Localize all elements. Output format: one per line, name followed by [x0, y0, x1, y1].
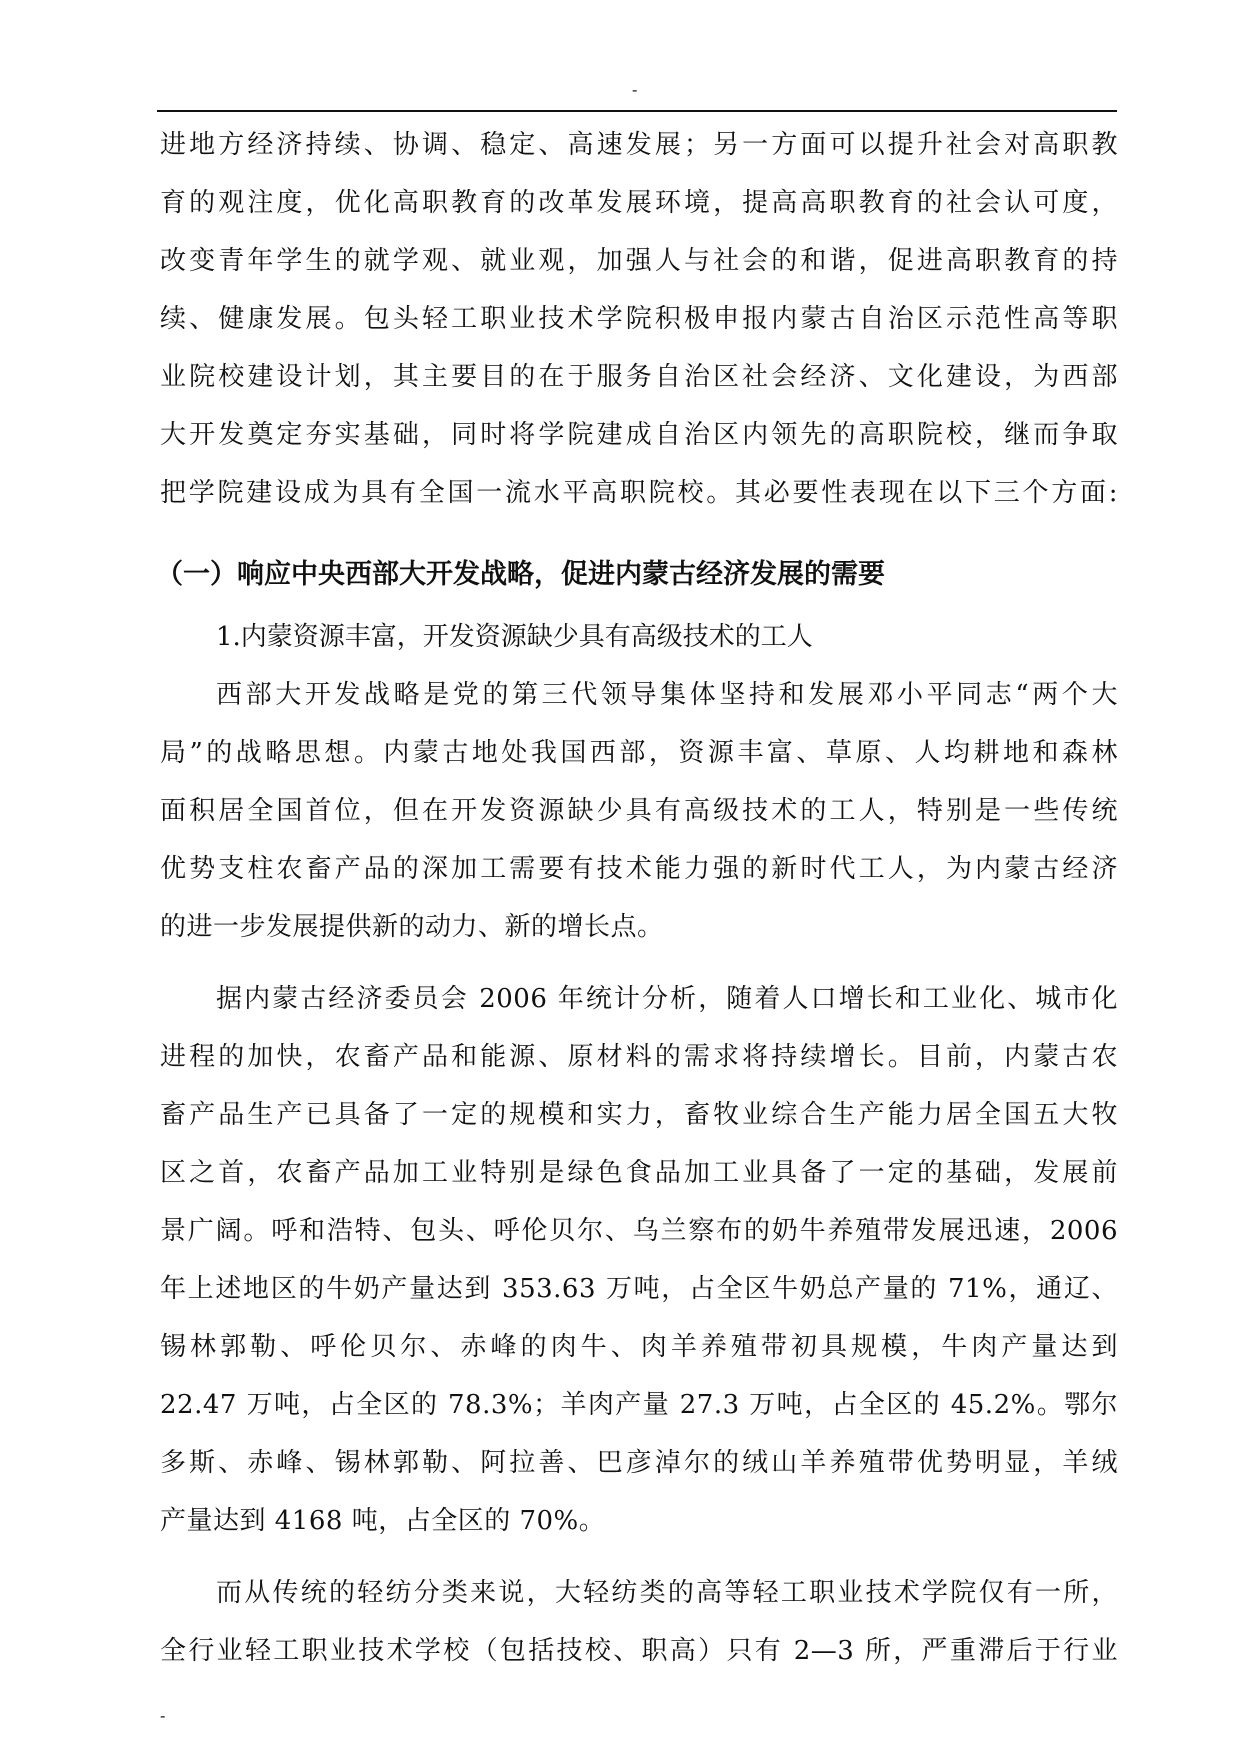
- paragraph-gap: [160, 1550, 1118, 1564]
- paragraph-light-textile: [160, 1564, 1118, 1680]
- text-line: 年上述地区的牛奶产量达到 353.63 万吨，占全区牛奶总产量的 71%，通辽、: [160, 1274, 1118, 1304]
- text-line: 局”的战略思想。内蒙古地处我国西部，资源丰富、草原、人均耕地和森林: [160, 738, 1118, 768]
- text-line: 优势支柱农畜产品的深加工需要有技术能力强的新时代工人，为内蒙古经济: [160, 854, 1118, 884]
- header-rule: [157, 110, 1117, 112]
- text-line: 据内蒙古经济委员会 2006 年统计分析，随着人口增长和工业化、城市化: [216, 984, 1118, 1014]
- text-line: 续、健康发展。包头轻工职业技术学院积极申报内蒙古自治区示范性高等职: [160, 304, 1118, 334]
- text-line: 22.47 万吨，占全区的 78.3%；羊肉产量 27.3 万吨，占全区的 45.2%。鄂尔: [160, 1390, 1118, 1420]
- text-line: 西部大开发战略是党的第三代领导集体坚持和发展邓小平同志“两个大: [216, 680, 1118, 710]
- text-line: 多斯、赤峰、锡林郭勒、阿拉善、巴彦淖尔的绒山羊养殖带优势明显，羊绒: [160, 1448, 1118, 1478]
- document-body: [156, 116, 1118, 1680]
- subsection-heading: 1.内蒙资源丰富，开发资源缺少具有高级技术的工人: [216, 622, 813, 652]
- paragraph-western-development: [160, 666, 1118, 956]
- text-line: 育的观注度，优化高职教育的改革发展环境，提高高职教育的社会认可度，: [160, 188, 1118, 218]
- header-mark: -: [632, 80, 638, 99]
- text-line: 改变青年学生的就学观、就业观，加强人与社会的和谐，促进高职教育的持: [160, 246, 1118, 276]
- footer-mark: -: [160, 1706, 166, 1725]
- text-line: 的进一步发展提供新的动力、新的增长点。: [160, 912, 664, 942]
- text-line: 全行业轻工职业技术学校（包括技校、职高）只有 2—3 所，严重滞后于行业: [160, 1636, 1118, 1666]
- text-line: 产量达到 4168 吨，占全区的 70%。: [160, 1506, 606, 1536]
- section-heading: （一）响应中央西部大开发战略，促进内蒙古经济发展的需要: [156, 559, 885, 590]
- text-line: 把学院建设成为具有全国一流水平高职院校。其必要性表现在以下三个方面:: [160, 478, 1118, 508]
- text-line: 大开发奠定夯实基础，同时将学院建成自治区内领先的高职院校，继而争取: [160, 420, 1118, 450]
- text-line: 锡林郭勒、呼伦贝尔、赤峰的肉牛、肉羊养殖带初具规模，牛肉产量达到: [160, 1332, 1118, 1362]
- paragraph-gap: [160, 956, 1118, 970]
- text-line: 进程的加快，农畜产品和能源、原材料的需求将持续增长。目前，内蒙古农: [160, 1042, 1118, 1072]
- text-line: 景广阔。呼和浩特、包头、呼伦贝尔、乌兰察布的奶牛养殖带发展迅速，2006: [160, 1216, 1118, 1246]
- paragraph-statistics: [160, 970, 1118, 1550]
- text-line: 进地方经济持续、协调、稳定、高速发展；另一方面可以提升社会对高职教: [160, 130, 1118, 160]
- text-line: 而从传统的轻纺分类来说，大轻纺类的高等轻工职业技术学院仅有一所，: [216, 1578, 1118, 1608]
- text-line: 业院校建设计划，其主要目的在于服务自治区社会经济、文化建设，为西部: [160, 362, 1118, 392]
- text-line: 畜产品生产已具备了一定的规模和实力，畜牧业综合生产能力居全国五大牧: [160, 1100, 1118, 1130]
- paragraph-intro-continuation: [160, 116, 1118, 522]
- text-line: 区之首，农畜产品加工业特别是绿色食品加工业具备了一定的基础，发展前: [160, 1158, 1118, 1188]
- text-line: 面积居全国首位，但在开发资源缺少具有高级技术的工人，特别是一些传统: [160, 796, 1118, 826]
